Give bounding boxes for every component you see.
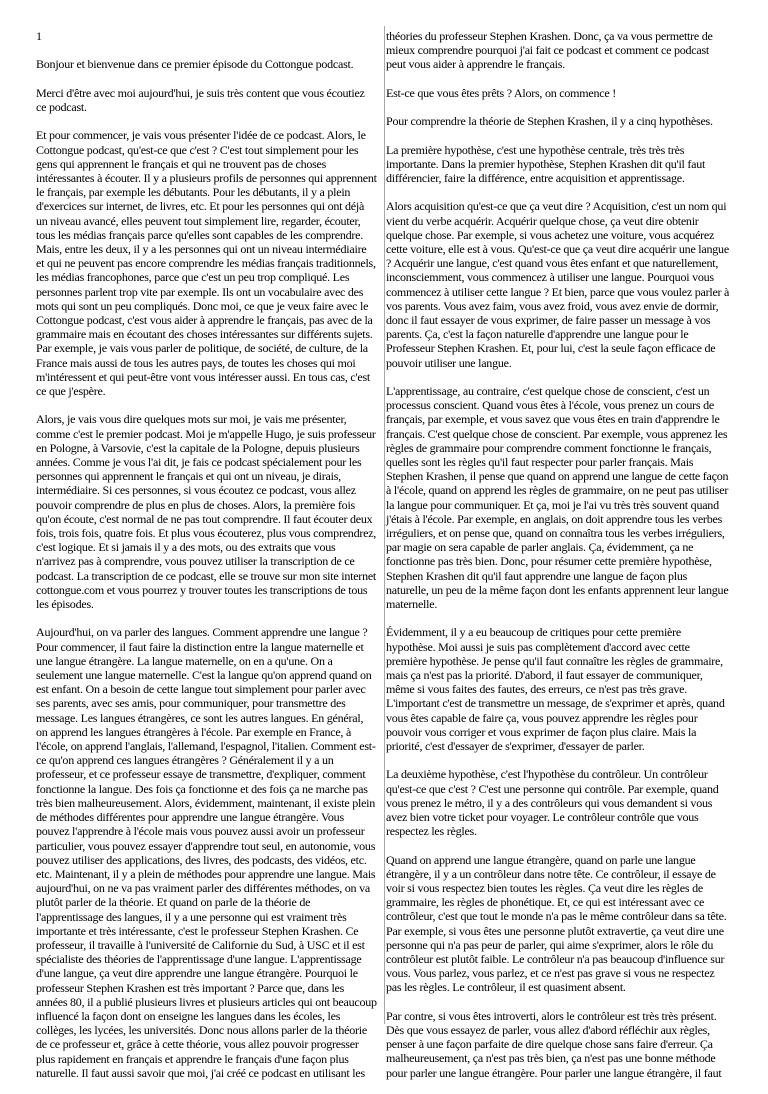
paragraph-criticism: Évidemment, il y a eu beaucoup de critiques pour cette première hypothèse. Moi aussi je suis pas complètement d'accord avec cette première hypothèse. Je pense qu'il faut connaître les règles de grammaire, mais ça n'est pas la priorité. D'abord, il faut essayer de communiquer, même si vous faites des fautes, des erreurs, ce n'est pas très grave. L'important c'est de transmettre un message, de s'exprimer et après, quand vous êtes capable de faire ça, vous pouvez apprendre les règles pour pouvoir vous corriger et vous exprimer de façon plus claire. Mais la priorité, c'est d'essayer de s'exprimer, d'essayer de parler.: [386, 625, 725, 754]
paragraph-languages: Aujourd'hui, on va parler des langues. Comment apprendre une langue ? Pour commencer, il faut faire la distinction entre la langue maternelle et une langue étrangère. La langue maternelle, on en a qu'une. On a seulement une langue maternelle. C'est la langue qu'on apprend quand on est enfant. On a besoin de cette langue tout simplement pour parler avec ses parents, avec ses amis, pour communiquer, pour transmettre des message. Les langues étrangères, ce sont les autres langues. En général, on apprend les langues étrangères à l'école. Par exemple en France, à l'école, on apprend l'anglais, l'allemand, l'espagnol, l'italien. Comment est-ce qu'on apprend ces langues étrangères ? Généralement il y a un professeur, et ce professeur essaye de transmettre, d'expliquer, comment fonctionne la langue. Des fois ça fonctionne et des fois ça ne marche pas très bien malheureusement. Alors, évidemment, maintenant, il existe plein de méthodes différentes pour apprendre une langue étrangère. Vous pouvez l'apprendre à l'école mais vous pouvez aussi avoir un professeur particulier, vous pouvez essayer d'apprendre tout seul, en autonomie, vous pouvez utiliser des applications, des livres, des podcasts, des vidéos, etc. etc. Maintenant, il y a plein de méthodes pour apprendre une langue. Mais aujourd'hui, on ne va pas vraiment parler des différentes méthodes, on va plutôt parler de la théorie. Et quand on parle de la théorie de l'apprentissage des langues, il y a une personne qui est vraiment très importante et très intéressante, c'est le professeur Stephen Krashen. Ce professeur, il travaille à l'université de Californie du Sud, à USC et il est spécialiste des théories de l'apprentissage d'une langue. L'apprentissage d'une langue, ça veut dire apprendre une langue étrangère. Pourquoi le professeur Stephen Krashen est très important ? Parce que, dans les années 80, il a publié plusieurs livres et plusieurs articles qui ont beaucoup influencé la façon dont on enseigne les langues dans les écoles, les collèges, les lycées, les universités. Donc nous allons parler de la théorie de ce professeur et, grâce à cette théorie, vous allez pouvoir progresser plus rapidement en français et apprendre le français d'une façon plus naturelle. Il faut aussi savoir que moi, j'ai créé ce podcast en utilisant les: [36, 625, 377, 1080]
paragraph-thanks: Merci d'être avec moi aujourd'hui, je suis très content que vous écoutiez ce podcast.: [36, 85, 365, 114]
left-column: [36, 29, 377, 1094]
column-divider: [384, 26, 385, 1024]
paragraph-about-hugo: Alors, je vais vous dire quelques mots sur moi, je vais me présenter, comme c'est le premier podcast. Moi je m'appelle Hugo, je suis professeur en Pologne, à Varsovie, c'est la capitale de la Pologne, depuis plusieurs années. Comme je vous l'ai dit, je fais ce podcast spécialement pour les personnes qui apprennent le français et qui ont un niveau, je dirais, intermédiaire. Si ces personnes, si vous écoutez ce podcast, vous allez pouvoir comprendre de plus en plus de choses. Alors, la première fois qu'on écoute, c'est normal de ne pas tout comprendre. Il faut écouter deux fois, trois fois, quatre fois. Et plus vous écouterez, plus vous comprendrez, c'est logique. Et si jamais il y a des mots, ou des extraits que vous n'arrivez pas à comprendre, vous pouvez utiliser la transcription de ce podcast. La transcription de ce podcast, elle se trouve sur mon site internet cottongue.com et vous pourrez y trouver toutes les transcriptions de tous les épisodes.: [36, 412, 377, 612]
paragraph-krashen-theories: théories du professeur Stephen Krashen. Donc, ça va vous permettre de mieux comprendre pourquoi j'ai fait ce podcast et comment ce podcast peut vous aider à apprendre le français.: [386, 29, 713, 72]
right-column: [386, 29, 730, 1094]
paragraph-second-hypothesis: La deuxième hypothèse, c'est l'hypothèse du contrôleur. Un contrôleur qu'est-ce que c'est ? C'est une personne qui contrôle. Par exemple, quand vous prenez le métro, il y a des contrôleurs qui vous demandent si vous avez bien votre ticket pour voyager. Le contrôleur contrôle que vous respectez les règles.: [386, 767, 719, 839]
page-number: 1: [36, 29, 42, 43]
paragraph-apprentissage: L'apprentissage, au contraire, c'est quelque chose de conscient, c'est un processus conscient. Quand vous êtes à l'école, vous prenez un cours de français, par exemple, et vous savez que vous êtes en train d'apprendre le français. C'est quelque chose de conscient. Par exemple, vous apprenez les règles de grammaire pour comprendre comment fonctionne le français, quelles sont les règles qu'il faut respecter pour parler français. Mais Stephen Krashen, il pense que quand on apprend une langue de cette façon à l'école, quand on apprend les règles de grammaire, on ne peut pas utiliser la langue pour communiquer. Et ça, moi je l'ai vu très très souvent quand j'étais à l'école. Par exemple, en anglais, on doit apprendre tous les verbes irréguliers, et on pense que, quand on connaîtra tous les verbes irréguliers, par magie on sera capable de parler anglais. Ça, évidemment, ça ne fonctionne pas très bien. Donc, pour résumer cette première hypothèse, Stephen Krashen dit qu'il faut apprendre une langue de façon plus naturelle, un peu de la même façon dont les enfants apprennent leur langue maternelle.: [386, 384, 729, 612]
paragraph-acquisition: Alors acquisition qu'est-ce que ça veut dire ? Acquisition, c'est un nom qui vient du verbe acquérir. Acquérir quelque chose, ça veut dire obtenir quelque chose. Par exemple, si vous achetez une voiture, vous acquérez cette voiture, elle est à vous. Qu'est-ce que ça veut dire acquérir une langue ? Acquérir une langue, c'est quand vous êtes enfant et que naturellement, inconsciemment, vous commencez à utiliser une langue. Pourquoi vous commencez à utiliser cette langue ? Et bien, parce que vous voulez parler à vos parents. Vous avez faim, vous avez froid, vous avez envie de dormir, donc il faut essayer de vous exprimer, de faire passer un message à vos parents. Ça, c'est la façon naturelle d'apprendre une langue pour le Professeur Stephen Krashen. Et, pour lui, c'est la seule façon efficace de pouvoir utiliser une langue.: [386, 199, 730, 370]
paragraph-welcome: Bonjour et bienvenue dans ce premier épisode du Cottongue podcast.: [36, 57, 354, 72]
paragraph-podcast-intro: Et pour commencer, je vais vous présenter l'idée de ce podcast. Alors, le Cottongue podcast, qu'est-ce que c'est ? C'est tout simplement pour les gens qui apprennent le français et qui ne trouvent pas de choses intéressantes à écouter. Il y a plusieurs profils de personnes qui apprennent le français, par exemple les débutants. Pour les débutants, il y a plein d'exercices sur internet, de livres, etc. Et pour les personnes qui ont déjà un niveau avancé, elles peuvent tout simplement lire, regarder, écouter, tous les médias français parce qu'elles sont capables de les comprendre. Mais, entre les deux, il y a les personnes qui ont un niveau intermédiaire et qui ne peuvent pas encore comprendre les médias français traditionnels, les médias francophones, parce que c'est un peu trop compliqué. Les personnes parlent trop vite par exemple. Ils ont un vocabulaire avec des mots qui sont un peu compliqués. Donc moi, ce que je veux faire avec le Cottongue podcast, c'est vous aider à apprendre le français, pas avec de la grammaire mais en écoutant des choses intéressantes sur différents sujets. Par exemple, je vais vous parler de politique, de société, de culture, de la France mais aussi de tous les autres pays, de toutes les choses qui moi m'intéressent et qui peut-être vont vous intéresser aussi. En tous cas, c'est ce que j'espère.: [36, 128, 377, 399]
paragraph-five-hypotheses: Pour comprendre la théorie de Stephen Krashen, il y a cinq hypothèses.: [386, 114, 713, 129]
paragraph-controller: Quand on apprend une langue étrangère, quand on parle une langue étrangère, il y a un contrôleur dans notre tête. Ce contrôleur, il essaye de voir si vous respectez bien toutes les règles. Ça veut dire les règles de grammaire, les règles de phonétique. Et, ce qui est intéressant avec ce contrôleur, c'est que tout le monde n'a pas le même contrôleur dans sa tête. Par exemple, si vous êtes une personne plutôt extravertie, ça veut dire une personne qui n'a pas peur de parler, qui aime s'exprimer, alors le rôle du contrôleur est plutôt faible. Le contrôleur n'a pas beaucoup d'influence sur vous. Vous parlez, vous parlez, et ce n'est pas grave si vous ne respectez pas les règles. Le contrôleur, il est quasiment absent.: [386, 852, 727, 995]
paragraph-introvert: Par contre, si vous êtes introverti, alors le contrôleur est très très présent. Dès que vous essayez de parler, vous allez d'abord réfléchir aux règles, penser à une façon parfaite de dire quelque chose sans faire d'erreur. Ça malheureusement, ça n'est pas très bien, ça n'est pas une bonne méthode pour parler une langue étrangère. Pour parler une langue étrangère, il faut: [386, 1008, 722, 1080]
paragraph-ready: Est-ce que vous êtes prêts ? Alors, on commence !: [386, 85, 616, 100]
paragraph-first-hypothesis: La première hypothèse, c'est une hypothèse centrale, très très très importante. Dans la premier hypothèse, Stephen Krashen dit qu'il faut différencier, faire la différence, entre acquisition et apprentissage.: [386, 142, 706, 185]
